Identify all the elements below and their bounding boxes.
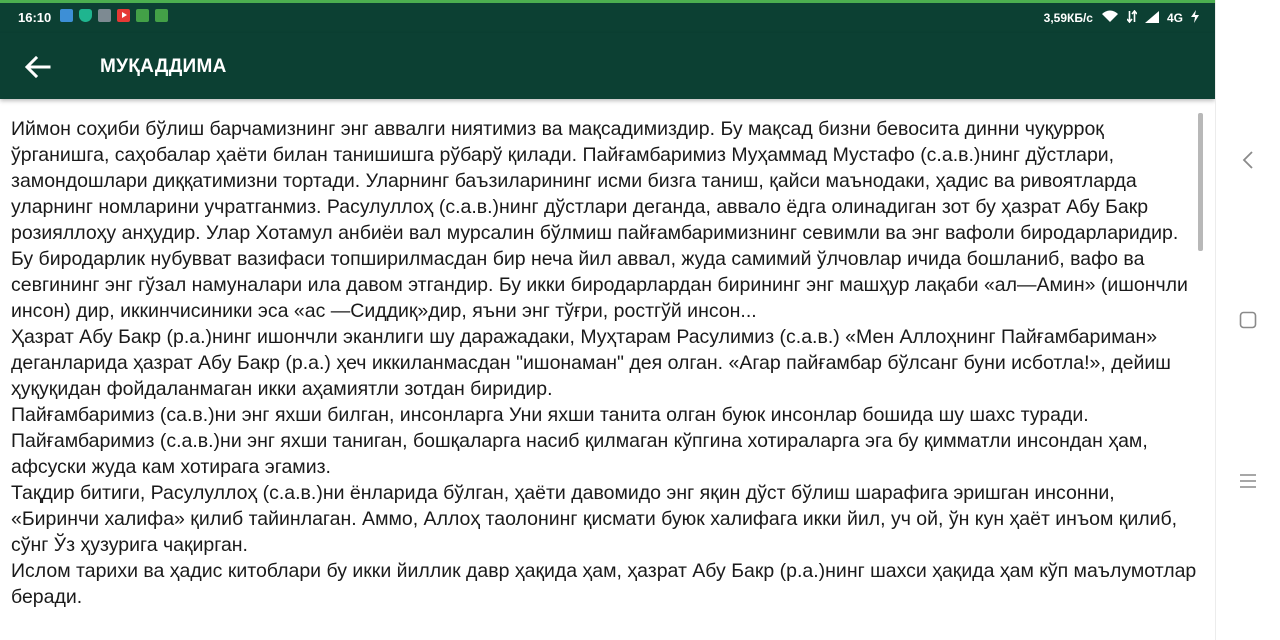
menu-icon [1239, 473, 1257, 489]
paragraph: Ҳазрат Абу Бакр (р.а.)нинг ишончли эканлиги шу даражадаки, Муҳтарам Расулимиз (с.а.в.) «Мен Аллоҳнинг Пайғамбариман» деганларида ҳазрат Абу Бакр (р.а.) ҳеч иккиланмасдан "ишонаман" дея олган. «Агар пайғамбар бўлсанг буни исботла!», дейиш ҳуқуқидан фойдаланмаган икки аҳамиятли зотдан биридир. [11, 326, 1171, 400]
data-transfer-icon [1127, 10, 1137, 26]
paragraph: Иймон соҳиби бўлиш барчамизнинг энг аввалги ниятимиз ва мақсадимиздир. Бу мақсад бизни бевосита динни чуқурроқ ўрганишга, саҳобалар ҳаёти билан танишишга рўбарў қилади. Пайғамбаримиз Муҳаммад Мустафо (с.а.в.)нинг дўстлари, замондошлари диққатимизни тортади. Уларнинг баъзиларининг исми бизга таниш, қайси маънодаки, ҳадис ва ривоятларда уларнинг номларини учратганмиз. Расулуллоҳ (с.а.в.)нинг дўстлари деганда, аввало ёдга олинадиган зот бу ҳазрат Абу Бакр розияллоҳу анҳудир. Улар Хотамул анбиёи вал мурсалин бўлмиш пайғамбаримизнинг севимли ва энг вафоли биродарларидир. Бу биродарлик нубувват вазифаси топширилмасдан бир неча йил аввал, жуда самимий ўлчовлар ичида бошланиб, вафо ва севгининг энг гўзал намуналари ила давом этгандир. Бу икки биродарлардан бирининг энг машҳур лақаби «ал—Амин» (ишончли инсон) дир, иккинчисиники эса «ас —Сиддиқ»дир, яъни энг тўғри, ростгўй инсон... [11, 118, 1188, 322]
arrow-left-icon [25, 56, 51, 78]
paragraph: Ислом тарихи ва ҳадис китоблари бу икки йиллик давр ҳақида ҳам, ҳазрат Абу Бакр (р.а.)нинг шахси ҳақида ҳам кўп маълумотлар беради. [11, 560, 1197, 608]
paragraph: Пайғамбаримиз (са.в.)ни энг яхши билган, инсонларга Уни яхши танита олган буюк инсонлар бошида шу шахс туради. [11, 404, 1089, 426]
status-bar [0, 3, 1215, 33]
signal-icon [1145, 11, 1159, 26]
home-icon [1239, 311, 1257, 329]
system-navigation-bar [1215, 0, 1280, 640]
app-toolbar [0, 33, 1215, 99]
back-button[interactable] [18, 47, 58, 87]
nav-back-button[interactable] [1236, 148, 1260, 172]
status-right [1044, 10, 1199, 26]
charging-icon [1191, 10, 1199, 26]
whatsapp-icon [155, 9, 168, 22]
network-type: 4G [1166, 11, 1183, 25]
net-speed: 3,59КБ/с [1043, 11, 1093, 25]
wifi-icon [1101, 10, 1119, 26]
scrollbar[interactable] [1198, 113, 1203, 251]
paragraph: Пайғамбаримиз (с.а.в.)ни энг яхши таниган, бошқаларга насиб қилмаган кўпгина хотираларга эга бу қимматли инсондан ҳам, афсуски жуда кам хотирага эгамиз. [11, 430, 1148, 478]
app-icon [98, 9, 111, 22]
page-title: МУҚАДДИМА [100, 56, 227, 77]
back-icon [1241, 150, 1255, 170]
nav-menu-button[interactable] [1236, 469, 1260, 493]
article-content[interactable] [11, 116, 1203, 610]
shield-icon [79, 9, 92, 22]
vpn-icon [60, 9, 73, 22]
whatsapp-icon [136, 9, 149, 22]
youtube-icon [117, 9, 130, 22]
status-time: 16:10 [18, 10, 52, 25]
notification-icons [60, 9, 168, 22]
nav-home-button[interactable] [1236, 308, 1260, 332]
paragraph: Тақдир битиги, Расулуллоҳ (с.а.в.)ни ёнларида бўлган, ҳаёти давомидо энг яқин дўст бўлиш шарафига эришган инсонни, «Биринчи халифа» қилиб тайинлаган. Аммо, Аллоҳ таолонинг қисмати буюк халифага икки йил, уч ой, ўн кун ҳаёт инъом қилиб, сўнг Ўз ҳузурига чақирган. [11, 482, 1178, 556]
